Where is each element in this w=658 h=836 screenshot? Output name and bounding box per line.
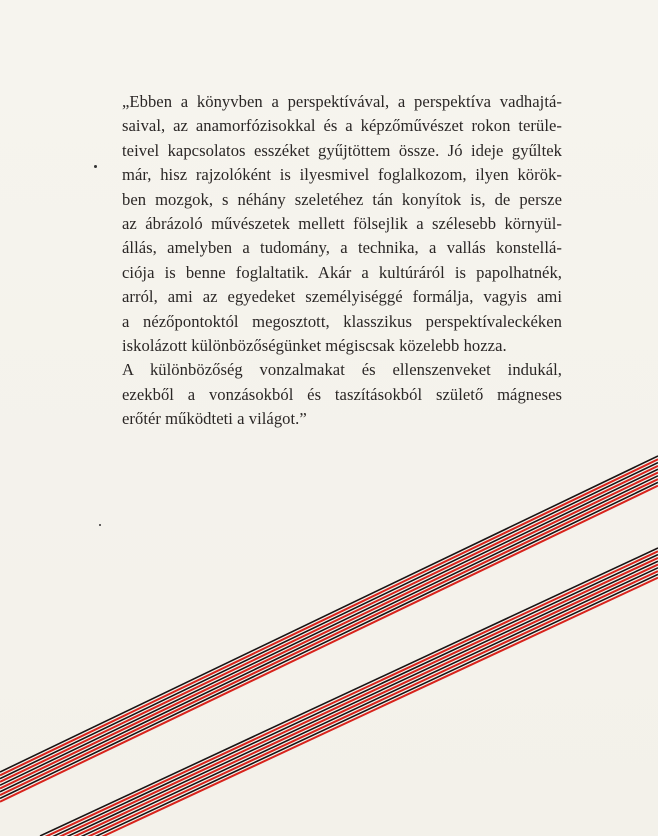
quote-line: saival, az anamorfózisokkal és a képzőművészet rokon terüle- (122, 116, 562, 136)
stripe-band-upper (0, 456, 658, 802)
quote-line: az ábrázoló művészetek mellett fölsejlik a szélesebb környül- (122, 213, 562, 233)
quote-line: iskolázott különbözőségünket mégiscsak közelebb hozza. (122, 335, 507, 355)
stripe-line (0, 486, 658, 802)
stripe-line (0, 469, 658, 785)
stripe-band-lower (40, 548, 658, 836)
quote-line: „Ebben a könyvben a perspektívával, a perspektíva vadhajtá- (122, 92, 562, 111)
quote-line: arról, ami az egyedeket személyiséggé formálja, vagyis ami (122, 287, 562, 307)
stripe-line (40, 548, 658, 836)
stripe-line (40, 578, 658, 836)
stripe-line (0, 479, 658, 795)
stripe-line (0, 476, 658, 792)
stripe-line (0, 482, 658, 798)
quote-line: teivel kapcsolatos esszéket gyűjtöttem össze. Jó ideje gyűltek (122, 140, 562, 160)
quote-line: ben mozgok, s néhány szeletéhez tán konyítok is, de persze (122, 189, 562, 209)
stripe-line (0, 473, 658, 789)
quote-line: A különbözőség vonzalmakat és ellenszenveket indukál, (122, 360, 562, 380)
quote-line: már, hisz rajzolóként is ilyesmivel foglalkozom, ilyen körök- (122, 165, 562, 185)
quote-line: ezekből a vonzásokból és taszításokból születő mágneses (122, 384, 562, 404)
quote-line: állás, amelyben a tudomány, a technika, a vallás konstellá- (122, 238, 562, 258)
quote-line: erőtér működteti a világot.” (122, 409, 307, 429)
stripe-line (40, 558, 658, 836)
quote-line: ciója is benne foglaltatik. Akár a kultúráról is papolhatnék, (122, 262, 562, 282)
quote-line: a nézőpontoktól megosztott, klasszikus perspektívaleckéken (122, 311, 562, 331)
